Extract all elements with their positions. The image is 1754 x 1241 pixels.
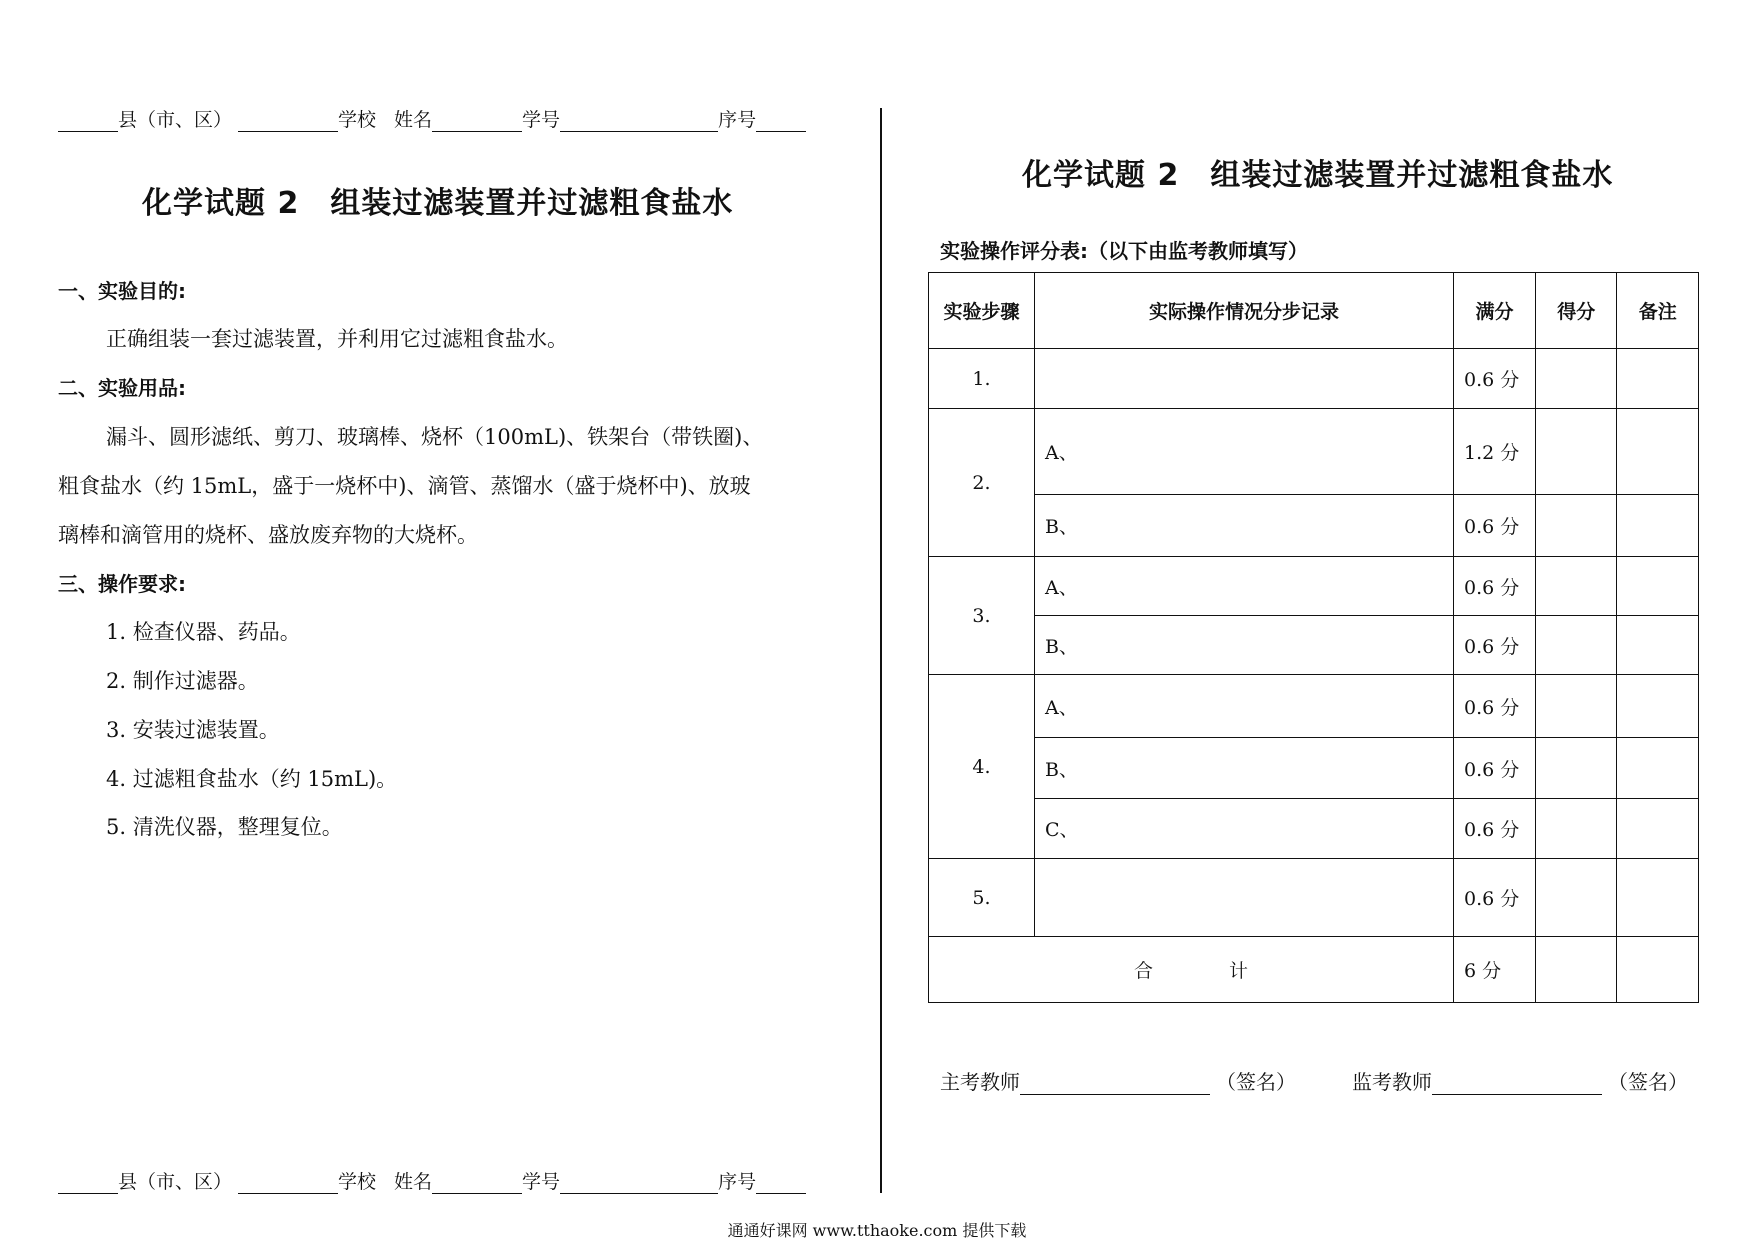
- table-row: [929, 799, 1699, 859]
- record-cell[interactable]: [1034, 859, 1453, 937]
- proctor-sign-note: （签名）: [1608, 1070, 1688, 1094]
- full-score-cell: 0.6 分: [1454, 616, 1536, 675]
- remark-cell[interactable]: [1617, 557, 1699, 616]
- proctor-signature: [1352, 1066, 1688, 1095]
- step-cell: 2.: [929, 409, 1035, 557]
- county-label: 县（市、区）: [118, 109, 233, 131]
- total-remark-cell[interactable]: [1617, 937, 1699, 1003]
- total-label: 合 计: [929, 937, 1454, 1003]
- full-score-cell: 0.6 分: [1454, 738, 1536, 799]
- student-no-label: 学号: [522, 109, 561, 131]
- remark-cell[interactable]: [1617, 675, 1699, 738]
- remark-cell[interactable]: [1617, 495, 1699, 557]
- page-divider: [880, 108, 882, 1193]
- score-cell[interactable]: [1536, 859, 1617, 937]
- table-row: [929, 859, 1699, 937]
- score-cell[interactable]: [1536, 738, 1617, 799]
- record-cell[interactable]: B、: [1034, 495, 1453, 557]
- proctor-label: 监考教师: [1352, 1070, 1432, 1094]
- full-score-cell: 0.6 分: [1454, 859, 1536, 937]
- remark-cell[interactable]: [1617, 349, 1699, 409]
- materials-line-1: 漏斗、圆形滤纸、剪刀、玻璃棒、烧杯（100mL)、铁架台（带铁圈)、: [106, 425, 764, 449]
- header-record: 实际操作情况分步记录: [1034, 273, 1453, 349]
- record-cell[interactable]: B、: [1034, 738, 1453, 799]
- header-step: 实验步骤: [929, 273, 1035, 349]
- name-blank[interactable]: [432, 111, 522, 132]
- left-title: 化学试题 2 组装过滤装置并过滤粗食盐水: [142, 186, 734, 221]
- record-cell[interactable]: [1034, 349, 1453, 409]
- score-cell[interactable]: [1536, 616, 1617, 675]
- record-cell[interactable]: A、: [1034, 557, 1453, 616]
- table-row: [929, 557, 1699, 616]
- section-materials-title: 二、实验用品:: [58, 376, 186, 400]
- table-caption: 实验操作评分表:（以下由监考教师填写）: [940, 239, 1308, 263]
- total-score-cell[interactable]: [1536, 937, 1617, 1003]
- full-score-cell: 0.6 分: [1454, 349, 1536, 409]
- table-row: [929, 349, 1699, 409]
- seq-no-label: 序号: [718, 109, 757, 131]
- score-table: [928, 272, 1699, 1003]
- seq-no-blank[interactable]: [756, 111, 806, 132]
- remark-cell[interactable]: [1617, 859, 1699, 937]
- score-cell[interactable]: [1536, 799, 1617, 859]
- header-score: 得分: [1536, 273, 1617, 349]
- table-header-row: [929, 273, 1699, 349]
- total-full-score: 6 分: [1454, 937, 1536, 1003]
- section-purpose-title: 一、实验目的:: [58, 279, 186, 303]
- step-cell: 4.: [929, 675, 1035, 859]
- materials-line-3: 璃棒和滴管用的烧杯、盛放废弃物的大烧杯。: [58, 523, 478, 547]
- full-score-cell: 0.6 分: [1454, 799, 1536, 859]
- step-cell: 5.: [929, 859, 1035, 937]
- chief-examiner-signature: [940, 1066, 1296, 1095]
- table-row: [929, 495, 1699, 557]
- seq-no-blank[interactable]: [756, 1173, 806, 1194]
- name-label: 姓名: [394, 109, 433, 131]
- score-cell[interactable]: [1536, 409, 1617, 495]
- student-no-blank[interactable]: [560, 111, 718, 132]
- score-cell[interactable]: [1536, 495, 1617, 557]
- chief-sign-note: （签名）: [1216, 1070, 1296, 1094]
- remark-cell[interactable]: [1617, 799, 1699, 859]
- section-purpose-body: 正确组装一套过滤装置，并利用它过滤粗食盐水。: [106, 327, 568, 351]
- footer-info-line: [58, 1170, 806, 1194]
- student-no-blank[interactable]: [560, 1173, 718, 1194]
- chief-examiner-label: 主考教师: [940, 1070, 1020, 1094]
- proctor-blank[interactable]: [1432, 1072, 1602, 1095]
- chief-examiner-blank[interactable]: [1020, 1072, 1210, 1095]
- header-full-score: 满分: [1454, 273, 1536, 349]
- header-info-line: [58, 108, 806, 132]
- step-item: 1. 检查仪器、药品。: [106, 620, 301, 644]
- remark-cell[interactable]: [1617, 409, 1699, 495]
- table-row: [929, 738, 1699, 799]
- step-cell: 1.: [929, 349, 1035, 409]
- table-row: [929, 616, 1699, 675]
- full-score-cell: 0.6 分: [1454, 557, 1536, 616]
- header-remark: 备注: [1617, 273, 1699, 349]
- right-title: 化学试题 2 组装过滤装置并过滤粗食盐水: [1022, 158, 1614, 193]
- record-cell[interactable]: C、: [1034, 799, 1453, 859]
- name-blank[interactable]: [432, 1173, 522, 1194]
- name-label: 姓名: [394, 1171, 433, 1193]
- total-row: [929, 937, 1699, 1003]
- record-cell[interactable]: A、: [1034, 675, 1453, 738]
- site-footer: 通通好课网 www.tthaoke.com 提供下载: [727, 1221, 1027, 1240]
- seq-no-label: 序号: [718, 1171, 757, 1193]
- remark-cell[interactable]: [1617, 738, 1699, 799]
- school-blank[interactable]: [238, 111, 338, 132]
- table-row: [929, 675, 1699, 738]
- step-item: 5. 清洗仪器，整理复位。: [106, 815, 343, 839]
- full-score-cell: 1.2 分: [1454, 409, 1536, 495]
- full-score-cell: 0.6 分: [1454, 675, 1536, 738]
- school-label: 学校: [338, 1171, 377, 1193]
- school-label: 学校: [338, 109, 377, 131]
- county-blank[interactable]: [58, 111, 118, 132]
- record-cell[interactable]: B、: [1034, 616, 1453, 675]
- section-requirements-title: 三、操作要求:: [58, 572, 186, 596]
- record-cell[interactable]: A、: [1034, 409, 1453, 495]
- step-item: 3. 安装过滤装置。: [106, 718, 280, 742]
- materials-line-2: 粗食盐水（约 15mL，盛于一烧杯中)、滴管、蒸馏水（盛于烧杯中)、放玻: [58, 474, 751, 498]
- school-blank[interactable]: [238, 1173, 338, 1194]
- student-no-label: 学号: [522, 1171, 561, 1193]
- step-item: 2. 制作过滤器。: [106, 669, 259, 693]
- score-cell[interactable]: [1536, 557, 1617, 616]
- step-cell: 3.: [929, 557, 1035, 675]
- county-label: 县（市、区）: [118, 1171, 233, 1193]
- step-item: 4. 过滤粗食盐水（约 15mL)。: [106, 767, 398, 791]
- county-blank[interactable]: [58, 1173, 118, 1194]
- table-row: [929, 409, 1699, 495]
- score-cell[interactable]: [1536, 349, 1617, 409]
- remark-cell[interactable]: [1617, 616, 1699, 675]
- score-cell[interactable]: [1536, 675, 1617, 738]
- full-score-cell: 0.6 分: [1454, 495, 1536, 557]
